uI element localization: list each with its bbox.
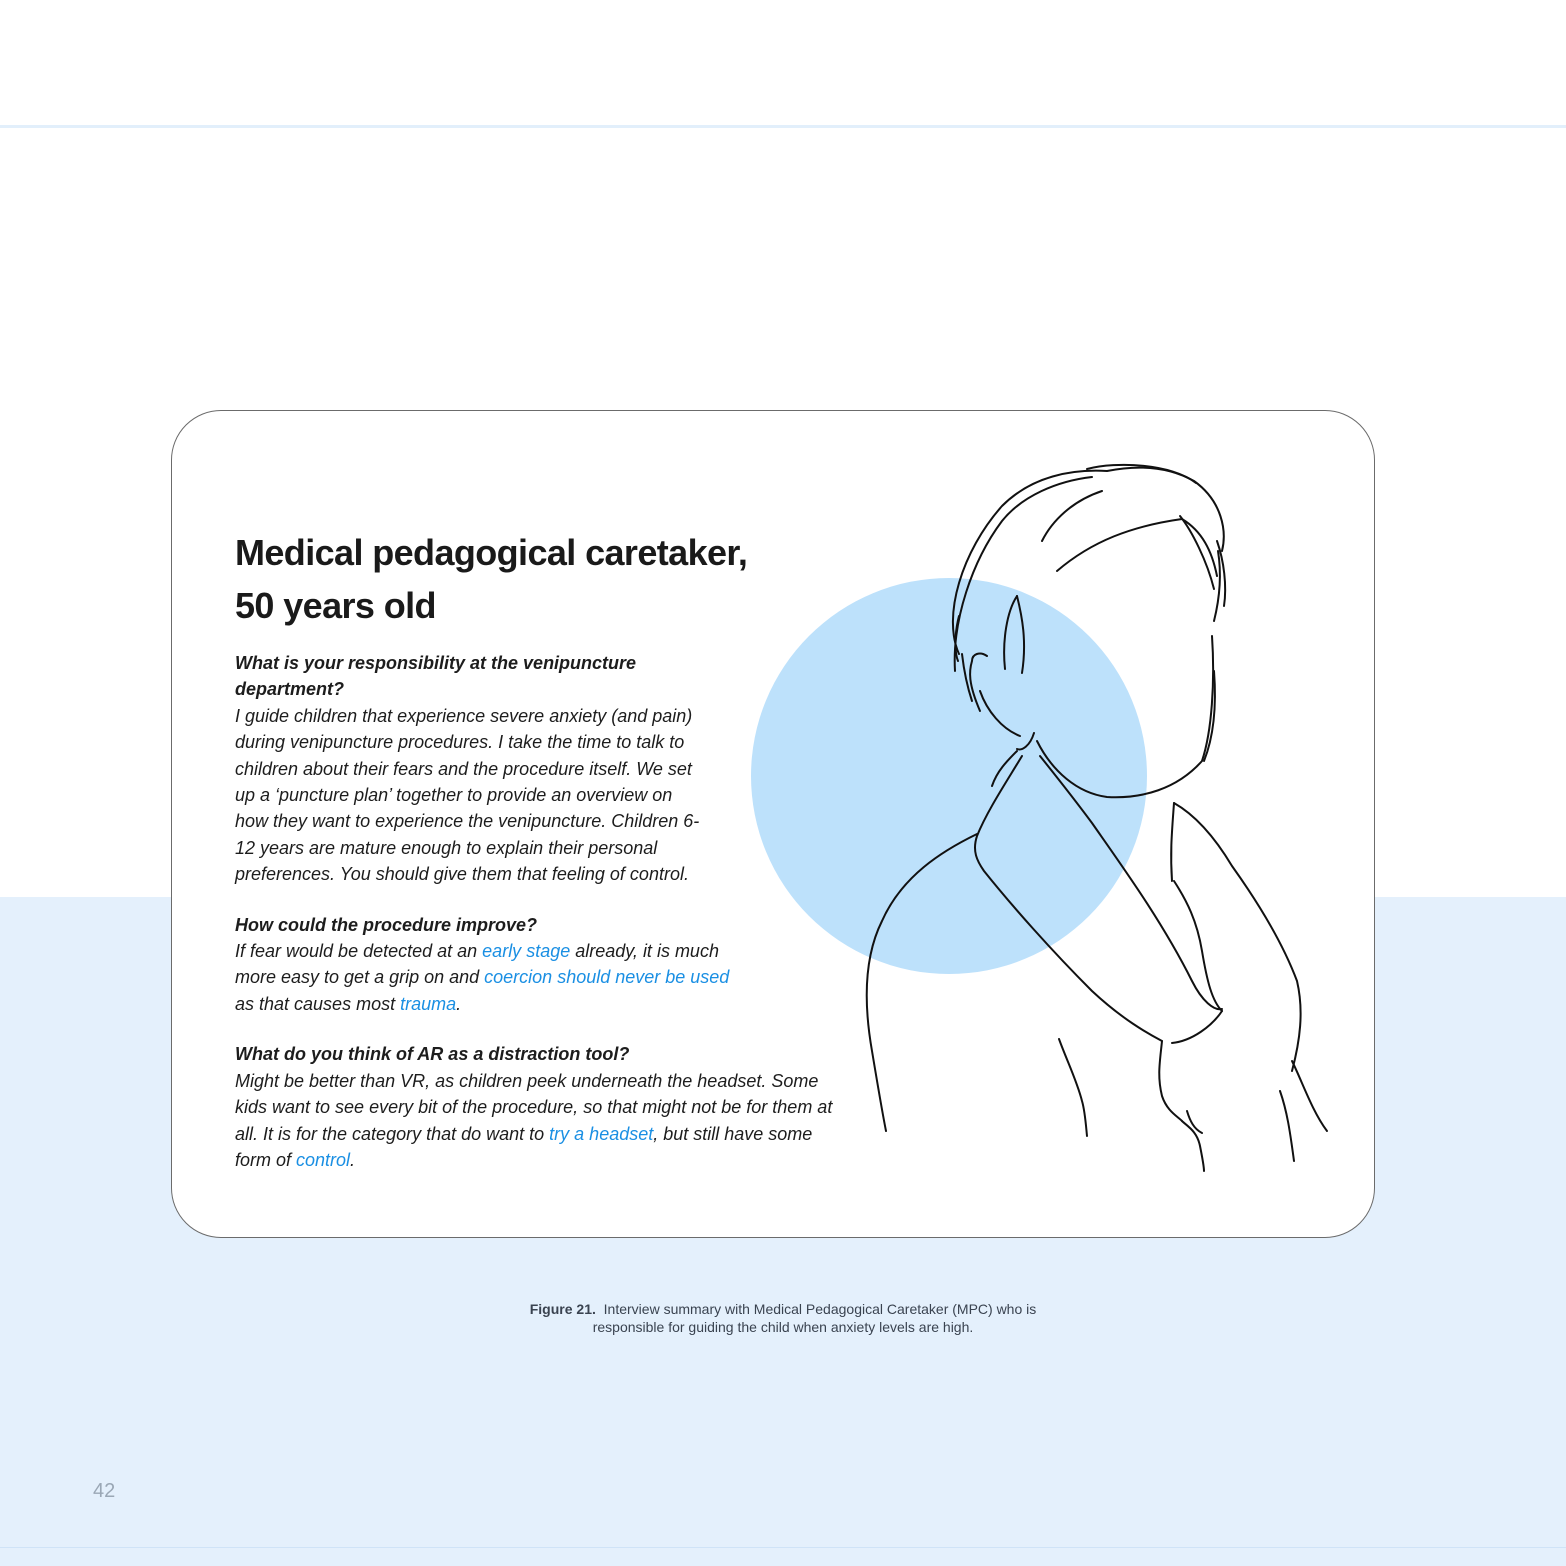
answer-2-text: .: [456, 993, 462, 1014]
card-title: [235, 526, 835, 632]
top-divider: [0, 125, 1566, 128]
highlight-coercion: coercion should never be used: [484, 967, 730, 988]
interview-card: [171, 410, 1375, 1238]
answer-3-text: , but still have some form of: [235, 1123, 813, 1170]
qa-responsibility: [235, 650, 705, 888]
answer-3: [235, 1068, 835, 1174]
qa-improvement: [235, 912, 745, 1018]
qa-ar-tool: [235, 1041, 835, 1173]
figure-label: Figure 21.: [529, 1301, 596, 1317]
question-3: What do you think of AR as a distraction tool?: [235, 1044, 630, 1065]
question-2: How could the procedure improve?: [235, 914, 538, 935]
answer-2-text: already, it is much more easy to get a grip on and: [235, 941, 719, 988]
bottom-divider: [0, 1547, 1566, 1548]
caption-line-1: Interview summary with Medical Pedagogical Caretaker (MPC) who is: [603, 1301, 1037, 1317]
answer-3-text: Might be better than VR, as children peek underneath the headset. Some kids want to see every bit of the procedure, so that might not be for them at all. It is for the category that do want to: [235, 1070, 833, 1144]
highlight-try-headset: try a headset: [549, 1123, 654, 1144]
answer-2: [235, 938, 745, 1017]
interview-text: [235, 526, 835, 1173]
caption-line-2: responsible for guiding the child when anxiety levels are high.: [592, 1319, 974, 1335]
page-number: 42: [93, 1480, 116, 1502]
answer-3-text: .: [350, 1149, 356, 1170]
question-1: What is your responsibility at the venipuncture department?: [235, 653, 637, 700]
highlight-early-stage: early stage: [482, 941, 571, 962]
title-line-1: Medical pedagogical caretaker,: [235, 532, 748, 573]
highlight-control: control: [296, 1149, 351, 1170]
figure-caption: [0, 1300, 1566, 1336]
highlight-trauma: trauma: [400, 993, 457, 1014]
answer-1: I guide children that experience severe anxiety (and pain) during venipuncture procedures. I take the time to talk to children about their fears and the procedure itself. We set up a ‘puncture plan’ together to provide an overview on how they want to experience the venipuncture. Children 6-12 years are mature enough to explain their personal preferences. You should give them that feeling of control.: [235, 705, 700, 885]
answer-2-text: If fear would be detected at an: [235, 941, 483, 962]
answer-2-text: as that causes most: [235, 993, 401, 1014]
title-line-2: 50 years old: [235, 585, 436, 626]
